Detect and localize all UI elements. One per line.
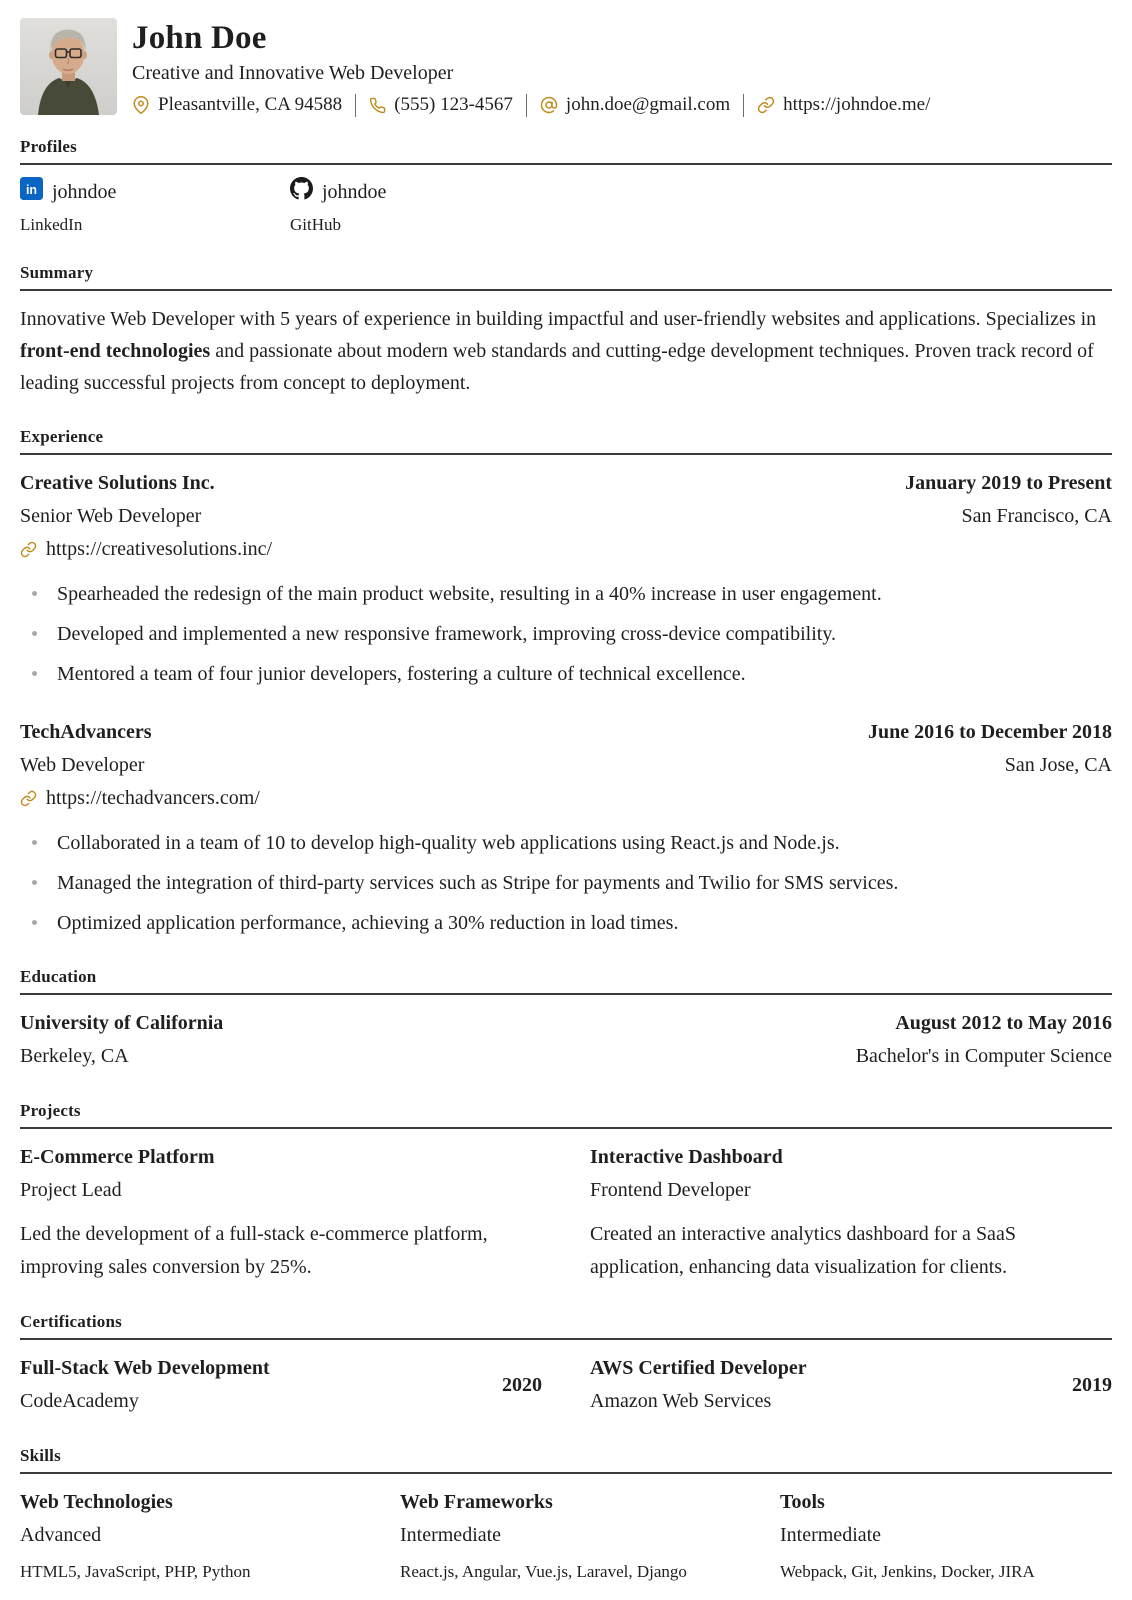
experience-entry [20,716,1112,939]
experience-bullets [20,827,1112,939]
degree: Bachelor's in Computer Science [855,1045,1112,1067]
contact-phone [369,93,513,117]
section-title-certifications: Certifications [20,1311,1112,1340]
section-title-education: Education [20,966,1112,995]
section-experience [20,426,1112,939]
company-location: San Jose, CA [1004,754,1112,776]
linkedin-network-label: LinkedIn [20,215,83,234]
bullet-item: Mentored a team of four junior developers, fostering a culture of technical excellence. [20,658,1112,690]
section-skills [20,1445,1112,1583]
skill-item [20,1486,352,1583]
map-pin-icon [132,96,150,114]
skill-level: Intermediate [400,1524,502,1546]
experience-entry [20,467,1112,690]
experience-bullets [20,578,1112,690]
section-title-experience: Experience [20,426,1112,455]
link-icon [20,541,37,558]
section-projects [20,1100,1112,1284]
linkedin-icon [20,177,43,207]
contact-separator [743,94,744,117]
section-education [20,966,1112,1073]
project-item [20,1141,542,1284]
headline: Creative and Innovative Web Developer [132,62,454,84]
company-location: San Francisco, CA [961,505,1112,527]
contact-location [132,93,342,117]
linkedin-username[interactable]: johndoe [52,181,117,203]
skill-name: Web Technologies [20,1491,173,1513]
company-url[interactable]: https://techadvancers.com/ [46,787,260,809]
certification-item [20,1352,542,1418]
company-url[interactable]: https://creativesolutions.inc/ [46,538,273,560]
section-profiles [20,136,1112,235]
company-name: Creative Solutions Inc. [20,472,215,494]
section-summary [20,262,1112,399]
profile-linkedin [20,177,290,235]
contact-separator [355,94,356,117]
date-range: January 2019 to Present [905,472,1112,494]
section-title-projects: Projects [20,1100,1112,1129]
header [20,18,1112,117]
institution-name: University of California [20,1012,224,1034]
svg-text:in: in [25,182,38,197]
institution-location: Berkeley, CA [20,1045,129,1067]
skill-keywords: HTML5, JavaScript, PHP, Python [20,1562,251,1581]
project-role: Project Lead [20,1179,122,1201]
section-title-skills: Skills [20,1445,1112,1474]
education-dates: August 2012 to May 2016 [895,1012,1112,1034]
certification-name: Full-Stack Web Development [20,1357,270,1379]
skill-name: Tools [780,1491,825,1513]
project-description: Created an interactive analytics dashboard for a SaaS application, enhancing data visualization for clients. [590,1223,1016,1278]
at-icon [540,96,558,114]
github-network-label: GitHub [290,215,341,234]
summary-bold-phrase: front-end technologies [20,340,211,362]
link-icon [757,96,775,114]
project-role: Frontend Developer [590,1179,751,1201]
phone-text: (555) 123-4567 [394,94,513,115]
certification-issuer: CodeAcademy [20,1390,139,1412]
section-title-profiles: Profiles [20,136,1112,165]
certification-year: 2020 [502,1373,542,1396]
skill-level: Intermediate [780,1524,882,1546]
position-title: Senior Web Developer [20,505,202,527]
bullet-item: Managed the integration of third-party services such as Stripe for payments and Twilio for SMS services. [20,867,1112,899]
phone-icon [369,97,386,114]
header-info [132,18,930,117]
link-icon [20,790,37,807]
project-item [590,1141,1112,1284]
skill-item [400,1486,732,1583]
person-name: John Doe [132,20,267,56]
profile-photo-image [20,18,117,115]
project-name: E-Commerce Platform [20,1146,215,1168]
company-name: TechAdvancers [20,721,152,743]
certification-issuer: Amazon Web Services [590,1390,772,1412]
certification-item [590,1352,1112,1418]
section-certifications [20,1311,1112,1418]
project-description: Led the development of a full-stack e-commerce platform, improving sales conversion by 25%. [20,1223,488,1278]
email-link[interactable]: john.doe@gmail.com [565,94,731,115]
profile-github [290,177,560,235]
certification-name: AWS Certified Developer [590,1357,807,1379]
certification-year: 2019 [1072,1373,1112,1396]
website-link[interactable]: https://johndoe.me/ [783,94,931,115]
project-name: Interactive Dashboard [590,1146,783,1168]
position-title: Web Developer [20,754,145,776]
bullet-item: Spearheaded the redesign of the main product website, resulting in a 40% increase in user engagement. [20,578,1112,610]
skill-name: Web Frameworks [400,1491,553,1513]
bullet-item: Optimized application performance, achieving a 30% reduction in load times. [20,907,1112,939]
contact-email [540,93,730,117]
contact-website [757,93,930,117]
skill-keywords: Webpack, Git, Jenkins, Docker, JIRA [780,1562,1035,1581]
github-icon [290,177,313,207]
bullet-item: Collaborated in a team of 10 to develop high-quality web applications using React.js and Node.js. [20,827,1112,859]
contact-row [132,93,930,117]
contact-separator [526,94,527,117]
skill-keywords: React.js, Angular, Vue.js, Laravel, Django [400,1562,687,1581]
github-username[interactable]: johndoe [322,181,387,203]
section-title-summary: Summary [20,262,1112,291]
bullet-item: Developed and implemented a new responsive framework, improving cross-device compatibility. [20,618,1112,650]
profile-photo [20,18,117,115]
date-range: June 2016 to December 2018 [867,721,1112,743]
location-text: Pleasantville, CA 94588 [158,94,343,115]
skill-item [780,1486,1112,1583]
summary-text: Innovative Web Developer with 5 years of experience in building impactful and user-friendly websites and applications. Specializes in front-end technologies and passionate about modern web standards and cutting-edge development techniques. Proven track record of leading successful projects from concept to deployment. [20,308,1097,394]
skill-level: Advanced [20,1524,102,1546]
